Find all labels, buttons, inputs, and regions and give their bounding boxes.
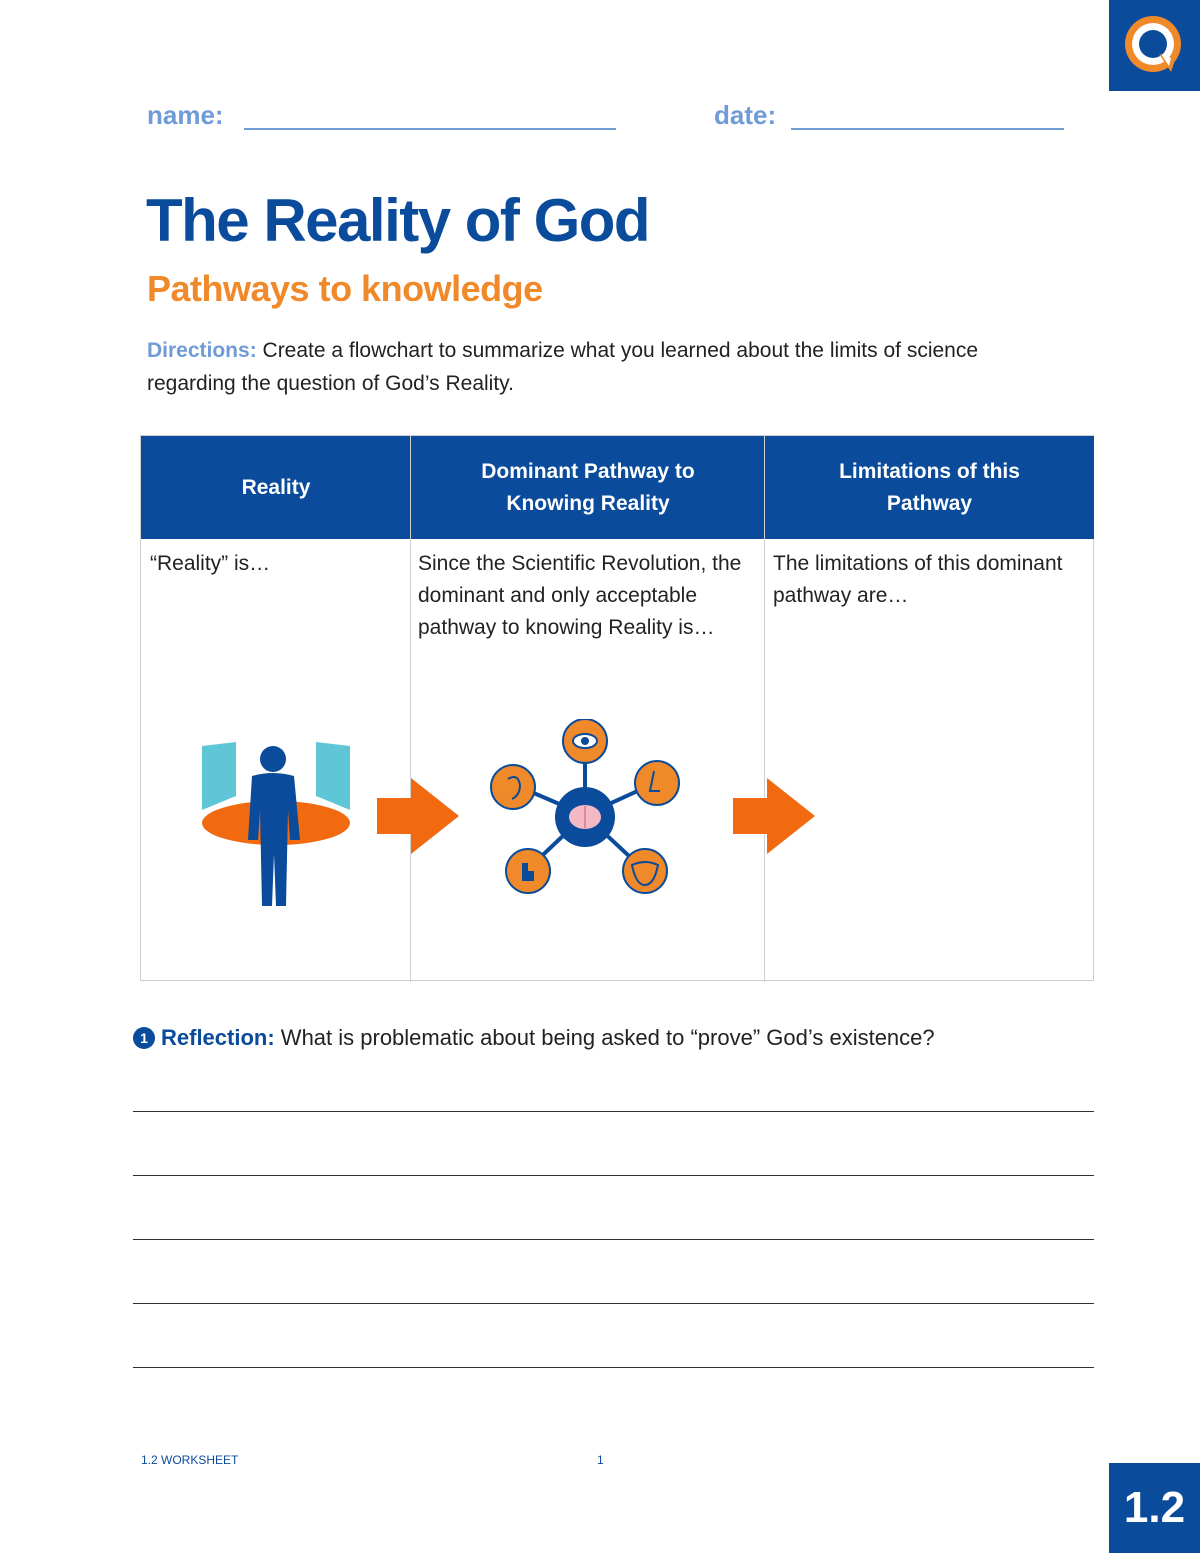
arrow-right-icon [377, 778, 461, 854]
page-subtitle: Pathways to knowledge [147, 268, 543, 309]
date-label: date: [714, 100, 777, 130]
answer-line[interactable] [133, 1239, 1094, 1240]
person-reality-icon [196, 736, 356, 911]
column-divider [764, 436, 765, 982]
header-reality [141, 436, 411, 539]
header-reality-label: Reality [241, 475, 311, 499]
reflection-question [133, 1025, 935, 1051]
logo-icon [1109, 0, 1200, 91]
cell-limitations: The limitations of this dominant pathway are… [773, 552, 1063, 607]
lesson-badge: 1.2 [1109, 1463, 1200, 1553]
directions-label: Directions: [147, 339, 257, 362]
reflection-text: What is problematic about being asked to “prove” God’s existence? [274, 1025, 935, 1050]
footer-worksheet-label: 1.2 WORKSHEET [141, 1453, 239, 1467]
page-number: 1 [597, 1453, 604, 1467]
reflection-label: Reflection: [161, 1025, 275, 1050]
directions [147, 334, 1047, 400]
name-field[interactable] [244, 128, 616, 130]
column-divider [410, 436, 411, 982]
name-label: name: [147, 100, 224, 130]
header-dominant-pathway-label: Dominant Pathway to Knowing Reality [481, 459, 695, 515]
date-field[interactable] [791, 128, 1064, 130]
flowchart-table [140, 435, 1094, 981]
answer-line[interactable] [133, 1303, 1094, 1304]
cell-reality: “Reality” is… [150, 552, 271, 575]
question-number-badge: 1 [133, 1027, 155, 1049]
header-limitations [765, 436, 1094, 539]
answer-line[interactable] [133, 1111, 1094, 1112]
header-limitations-label: Limitations of this Pathway [839, 459, 1020, 515]
directions-text: Create a flowchart to summarize what you learned about the limits of science regarding the question of God’s Reality. [147, 339, 979, 395]
senses-diagram-icon [488, 719, 688, 901]
logo [1109, 0, 1200, 91]
arrow-right-icon [733, 778, 817, 854]
cell-dominant-pathway: Since the Scientific Revolution, the dominant and only acceptable pathway to knowing Reality is… [418, 552, 742, 639]
answer-line[interactable] [133, 1367, 1094, 1368]
header-dominant-pathway [411, 436, 765, 539]
page-title: The Reality of God [146, 187, 650, 254]
answer-line[interactable] [133, 1175, 1094, 1176]
